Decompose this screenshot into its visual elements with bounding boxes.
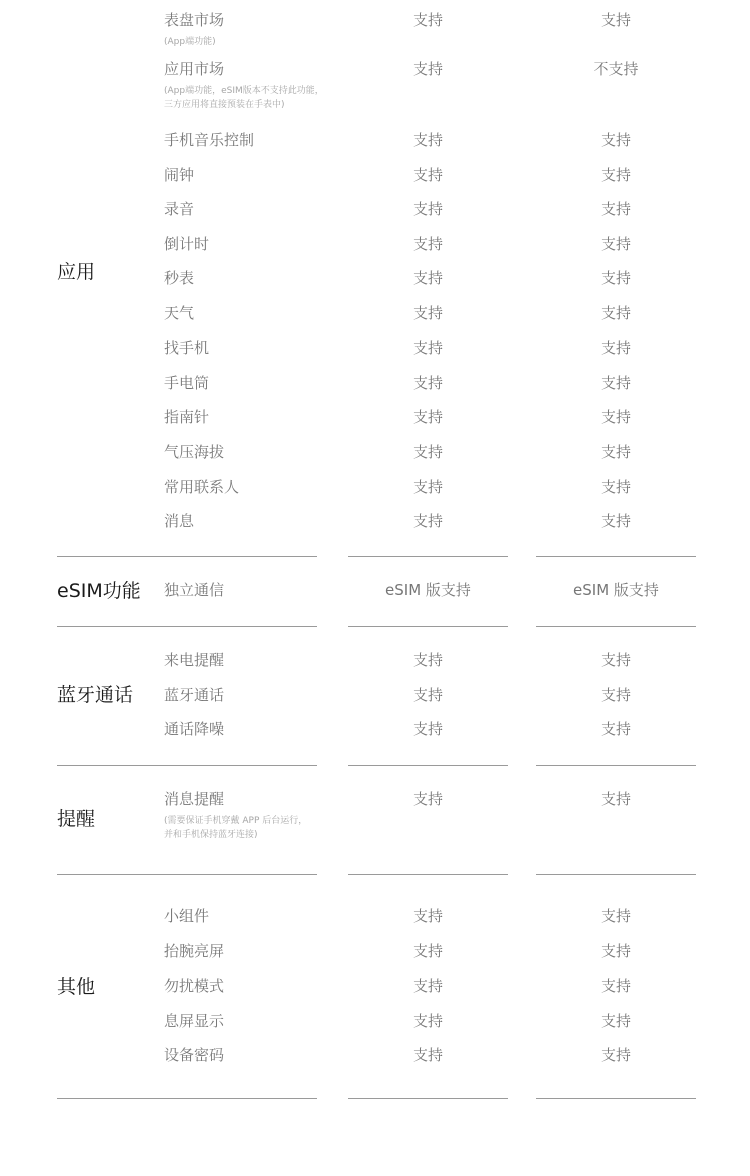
category-label: 其他 bbox=[57, 976, 96, 998]
value-version-b: 支持 bbox=[600, 512, 631, 530]
category-label: 提醒 bbox=[57, 808, 96, 830]
feature-note: (需要保证手机穿戴 APP 后台运行， bbox=[164, 816, 308, 826]
feature-name: 倒计时 bbox=[164, 235, 210, 253]
value-version-a: 支持 bbox=[412, 977, 443, 995]
value-version-a: 支持 bbox=[412, 720, 443, 738]
value-version-b: 支持 bbox=[600, 478, 631, 496]
section-divider bbox=[348, 765, 508, 766]
value-version-b: 不支持 bbox=[593, 60, 639, 78]
value-version-a: 支持 bbox=[412, 1012, 443, 1030]
value-version-b: 支持 bbox=[600, 131, 631, 149]
section-divider bbox=[348, 556, 508, 557]
feature-note: 三方应用将直接预装在手表中) bbox=[164, 100, 285, 110]
feature-name: 常用联系人 bbox=[164, 478, 240, 496]
value-version-a: 支持 bbox=[412, 166, 443, 184]
section-divider bbox=[348, 1098, 508, 1099]
section-divider bbox=[536, 1098, 696, 1099]
feature-name: 天气 bbox=[164, 304, 195, 322]
feature-name: 设备密码 bbox=[164, 1046, 225, 1064]
value-version-b: 支持 bbox=[600, 443, 631, 461]
section-divider bbox=[348, 626, 508, 627]
value-version-a: 支持 bbox=[412, 443, 443, 461]
feature-name: 指南针 bbox=[164, 408, 210, 426]
value-version-b: 支持 bbox=[600, 1046, 631, 1064]
section-divider bbox=[57, 1098, 317, 1099]
value-version-b: 支持 bbox=[600, 408, 631, 426]
value-version-a: 支持 bbox=[412, 907, 443, 925]
value-version-a: 支持 bbox=[412, 11, 443, 29]
value-version-b: 支持 bbox=[600, 304, 631, 322]
feature-name: 蓝牙通话 bbox=[164, 686, 225, 704]
value-version-a: 支持 bbox=[412, 478, 443, 496]
category-label: 蓝牙通话 bbox=[57, 684, 134, 706]
value-version-a: 支持 bbox=[412, 131, 443, 149]
value-version-b: 支持 bbox=[600, 11, 631, 29]
value-version-b: 支持 bbox=[600, 686, 631, 704]
value-version-b: 支持 bbox=[600, 166, 631, 184]
value-version-b: 支持 bbox=[600, 1012, 631, 1030]
value-version-a: 支持 bbox=[412, 408, 443, 426]
feature-name: 消息提醒 bbox=[164, 790, 225, 808]
feature-name: 通话降噪 bbox=[164, 720, 225, 738]
feature-name: 录音 bbox=[164, 200, 195, 218]
value-version-a: 支持 bbox=[412, 60, 443, 78]
feature-name: 找手机 bbox=[164, 339, 210, 357]
value-version-b: 支持 bbox=[600, 200, 631, 218]
value-version-a: 支持 bbox=[412, 304, 443, 322]
feature-name: 来电提醒 bbox=[164, 651, 225, 669]
value-version-a: eSIM 版支持 bbox=[385, 581, 471, 599]
feature-note: 并和手机保持蓝牙连接) bbox=[164, 830, 258, 840]
feature-name: 勿扰模式 bbox=[164, 977, 225, 995]
value-version-b: 支持 bbox=[600, 235, 631, 253]
value-version-a: 支持 bbox=[412, 374, 443, 392]
feature-name: 闹钟 bbox=[164, 166, 195, 184]
section-divider bbox=[57, 556, 317, 557]
value-version-a: 支持 bbox=[412, 942, 443, 960]
section-divider bbox=[536, 626, 696, 627]
value-version-b: 支持 bbox=[600, 907, 631, 925]
feature-name: 抬腕亮屏 bbox=[164, 942, 225, 960]
feature-name: 消息 bbox=[164, 512, 195, 530]
section-divider bbox=[536, 765, 696, 766]
value-version-b: 支持 bbox=[600, 374, 631, 392]
feature-note: (App端功能，eSIM版本不支持此功能， bbox=[164, 86, 324, 96]
value-version-b: eSIM 版支持 bbox=[573, 581, 659, 599]
value-version-a: 支持 bbox=[412, 790, 443, 808]
feature-name: 独立通信 bbox=[164, 581, 225, 599]
value-version-a: 支持 bbox=[412, 200, 443, 218]
feature-name: 气压海拔 bbox=[164, 443, 225, 461]
feature-note: (App端功能) bbox=[164, 37, 216, 47]
section-divider bbox=[57, 765, 317, 766]
feature-name: 手机音乐控制 bbox=[164, 131, 255, 149]
value-version-b: 支持 bbox=[600, 339, 631, 357]
value-version-b: 支持 bbox=[600, 720, 631, 738]
value-version-b: 支持 bbox=[600, 269, 631, 287]
value-version-a: 支持 bbox=[412, 512, 443, 530]
category-label: eSIM功能 bbox=[57, 580, 141, 602]
value-version-a: 支持 bbox=[412, 651, 443, 669]
value-version-b: 支持 bbox=[600, 790, 631, 808]
value-version-b: 支持 bbox=[600, 977, 631, 995]
section-divider bbox=[57, 874, 317, 875]
value-version-a: 支持 bbox=[412, 269, 443, 287]
value-version-a: 支持 bbox=[412, 686, 443, 704]
category-label: 应用 bbox=[57, 261, 96, 283]
feature-name: 秒表 bbox=[164, 269, 195, 287]
value-version-a: 支持 bbox=[412, 1046, 443, 1064]
feature-name: 应用市场 bbox=[164, 60, 225, 78]
feature-name: 表盘市场 bbox=[164, 11, 225, 29]
section-divider bbox=[536, 556, 696, 557]
section-divider bbox=[348, 874, 508, 875]
feature-name: 小组件 bbox=[164, 907, 210, 925]
value-version-b: 支持 bbox=[600, 942, 631, 960]
value-version-a: 支持 bbox=[412, 339, 443, 357]
section-divider bbox=[57, 626, 317, 627]
value-version-a: 支持 bbox=[412, 235, 443, 253]
value-version-b: 支持 bbox=[600, 651, 631, 669]
feature-name: 息屏显示 bbox=[164, 1012, 225, 1030]
section-divider bbox=[536, 874, 696, 875]
feature-name: 手电筒 bbox=[164, 374, 210, 392]
